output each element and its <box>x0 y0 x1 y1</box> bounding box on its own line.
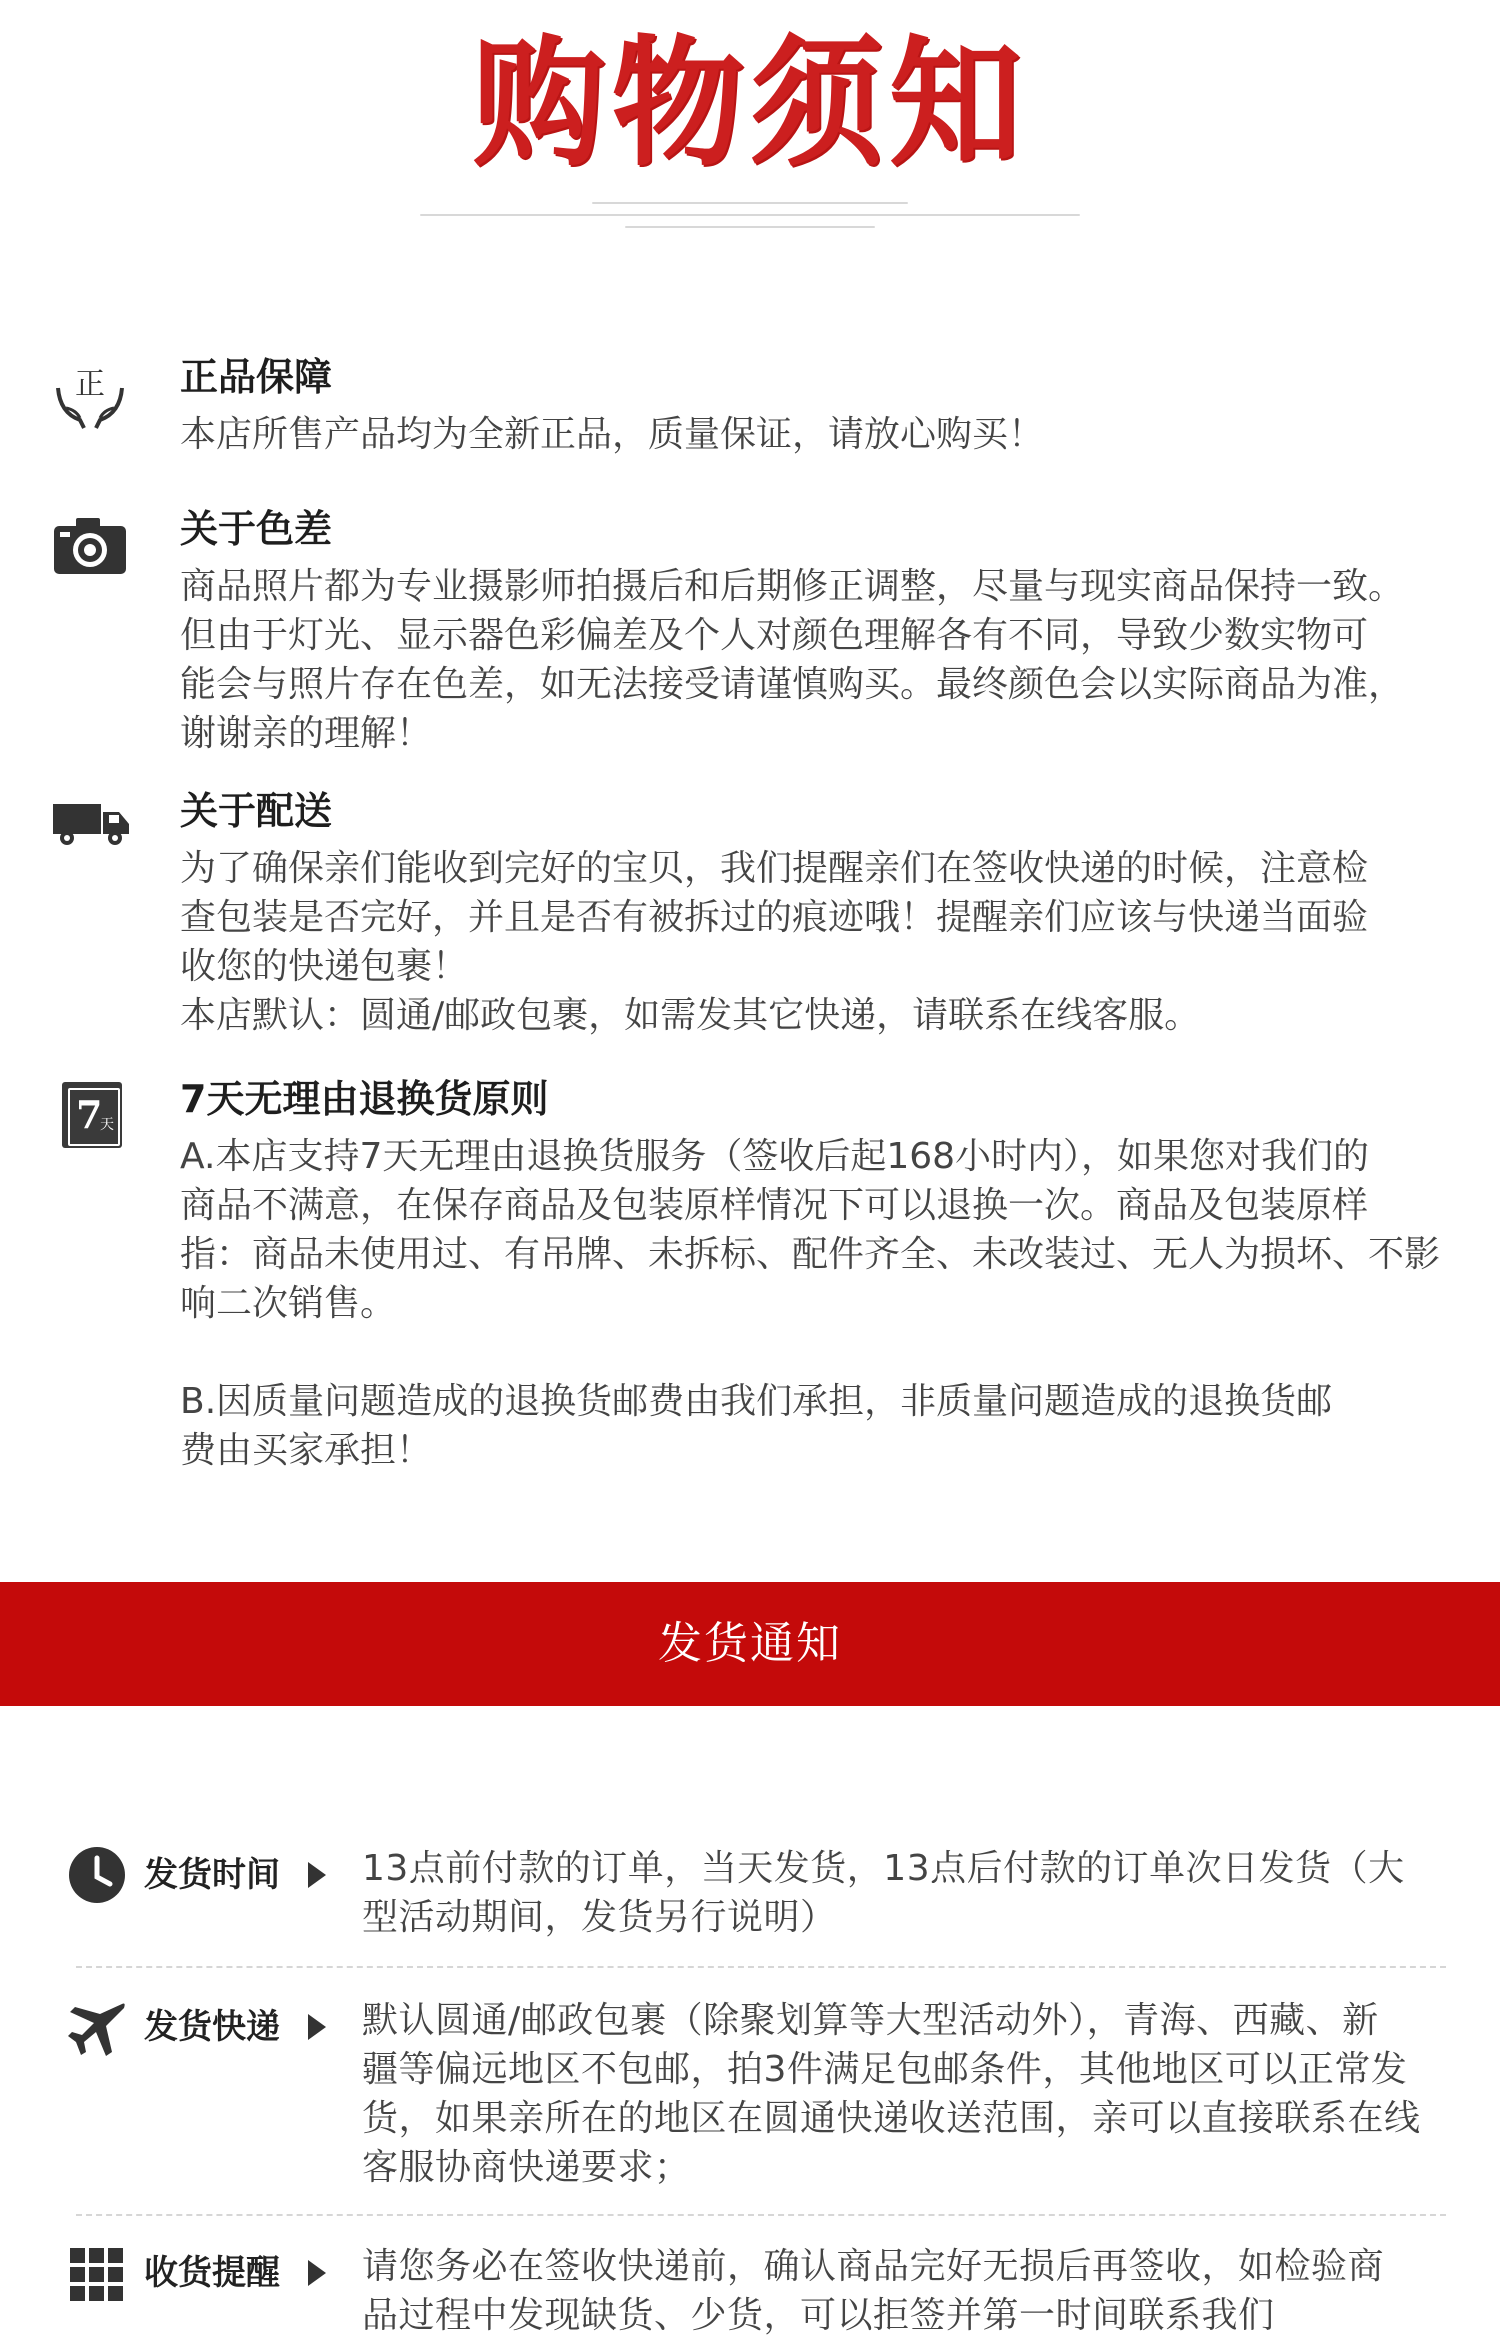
divider <box>76 1966 1446 1968</box>
svg-text:正: 正 <box>75 367 105 402</box>
section-body: 本店所售产品均为全新正品，质量保证，请放心购买！ <box>180 414 1045 455</box>
shipping-text: 默认圆通/邮政包裹（除聚划算等大型活动外），青海、西藏、新 疆等偏远地区不包邮，拍3件满足包邮条件，其他地区可以正常发 货，如果亲所在的地区在圆通快递收送范围，亲可以直接联系在线 客服协商快递要求； <box>362 2000 1421 2188</box>
seven-day-return-icon: 7 天 <box>62 1082 124 1150</box>
shipping-label: 发货快递 <box>144 2007 280 2047</box>
shipping-row-courier <box>60 1996 1460 2206</box>
section-color-difference <box>50 504 1460 764</box>
section-body: 为了确保亲们能收到完好的宝贝，我们提醒亲们在签收快递的时候，注意检 查包装是否完好，并且是否有被拆过的痕迹哦！提醒亲们应该与快递当面验 收您的快递包裹！ 本店默认：圆通/邮政包裹，如需发其它快递，请联系在线客服。 <box>180 848 1369 1036</box>
section-body: A.本店支持7天无理由退换货服务（签收后起168小时内），如果您对我们的 商品不满意，在保存商品及包装原样情况下可以退换一次。商品及包装原样 指：商品未使用过、有吊牌、未拆标、配件齐全、未改装过、无人为损坏、不影 响二次销售。 B.因质量问题造成的退换货邮费由我们承担，非质量问题造成的退换货邮 费由买家承担！ <box>180 1136 1441 1471</box>
shipping-row-time <box>60 1844 1460 1954</box>
shipping-row-receipt <box>60 2242 1460 2336</box>
clock-icon <box>66 1844 128 1906</box>
airplane-icon <box>66 1998 128 2060</box>
chevron-right-icon <box>308 2014 326 2040</box>
shipping-label: 收货提醒 <box>144 2253 280 2293</box>
section-genuine <box>50 352 1460 462</box>
shipping-text: 13点前付款的订单，当天发货，13点后付款的订单次日发货（大 型活动期间，发货另行说明） <box>362 1848 1405 1938</box>
grid-icon <box>66 2244 128 2306</box>
section-seven-day-return <box>50 1074 1460 1494</box>
banner-title: 发货通知 <box>658 1618 842 1669</box>
shipping-text: 请您务必在签收快递前，确认商品完好无损后再签收，如检验商 品过程中发现缺货、少货，可以拒签并第一时间联系我们 <box>362 2246 1385 2336</box>
page-title: 购物须知 <box>472 23 1028 186</box>
genuine-hands-icon <box>50 358 130 438</box>
truck-icon <box>46 782 136 862</box>
section-title: 关于配送 <box>180 789 333 833</box>
decorative-fine-print <box>420 192 1080 238</box>
section-title: 7天无理由退换货原则 <box>180 1077 549 1121</box>
chevron-right-icon <box>308 1862 326 1888</box>
section-title: 关于色差 <box>180 507 333 551</box>
chevron-right-icon <box>308 2260 326 2286</box>
section-title: 正品保障 <box>180 355 333 399</box>
shipping-notice-banner <box>0 1582 1500 1706</box>
shipping-label: 发货时间 <box>144 1855 280 1895</box>
section-body: 商品照片都为专业摄影师拍摄后和后期修正调整，尽量与现实商品保持一致。 但由于灯光、显示器色彩偏差及个人对颜色理解各有不同，导致少数实物可 能会与照片存在色差，如无法接受请谨慎购买。最终颜色会以实际商品为准， 谢谢亲的理解！ <box>180 566 1405 754</box>
divider <box>76 2214 1446 2216</box>
camera-icon <box>50 506 130 586</box>
section-delivery <box>50 786 1460 1046</box>
